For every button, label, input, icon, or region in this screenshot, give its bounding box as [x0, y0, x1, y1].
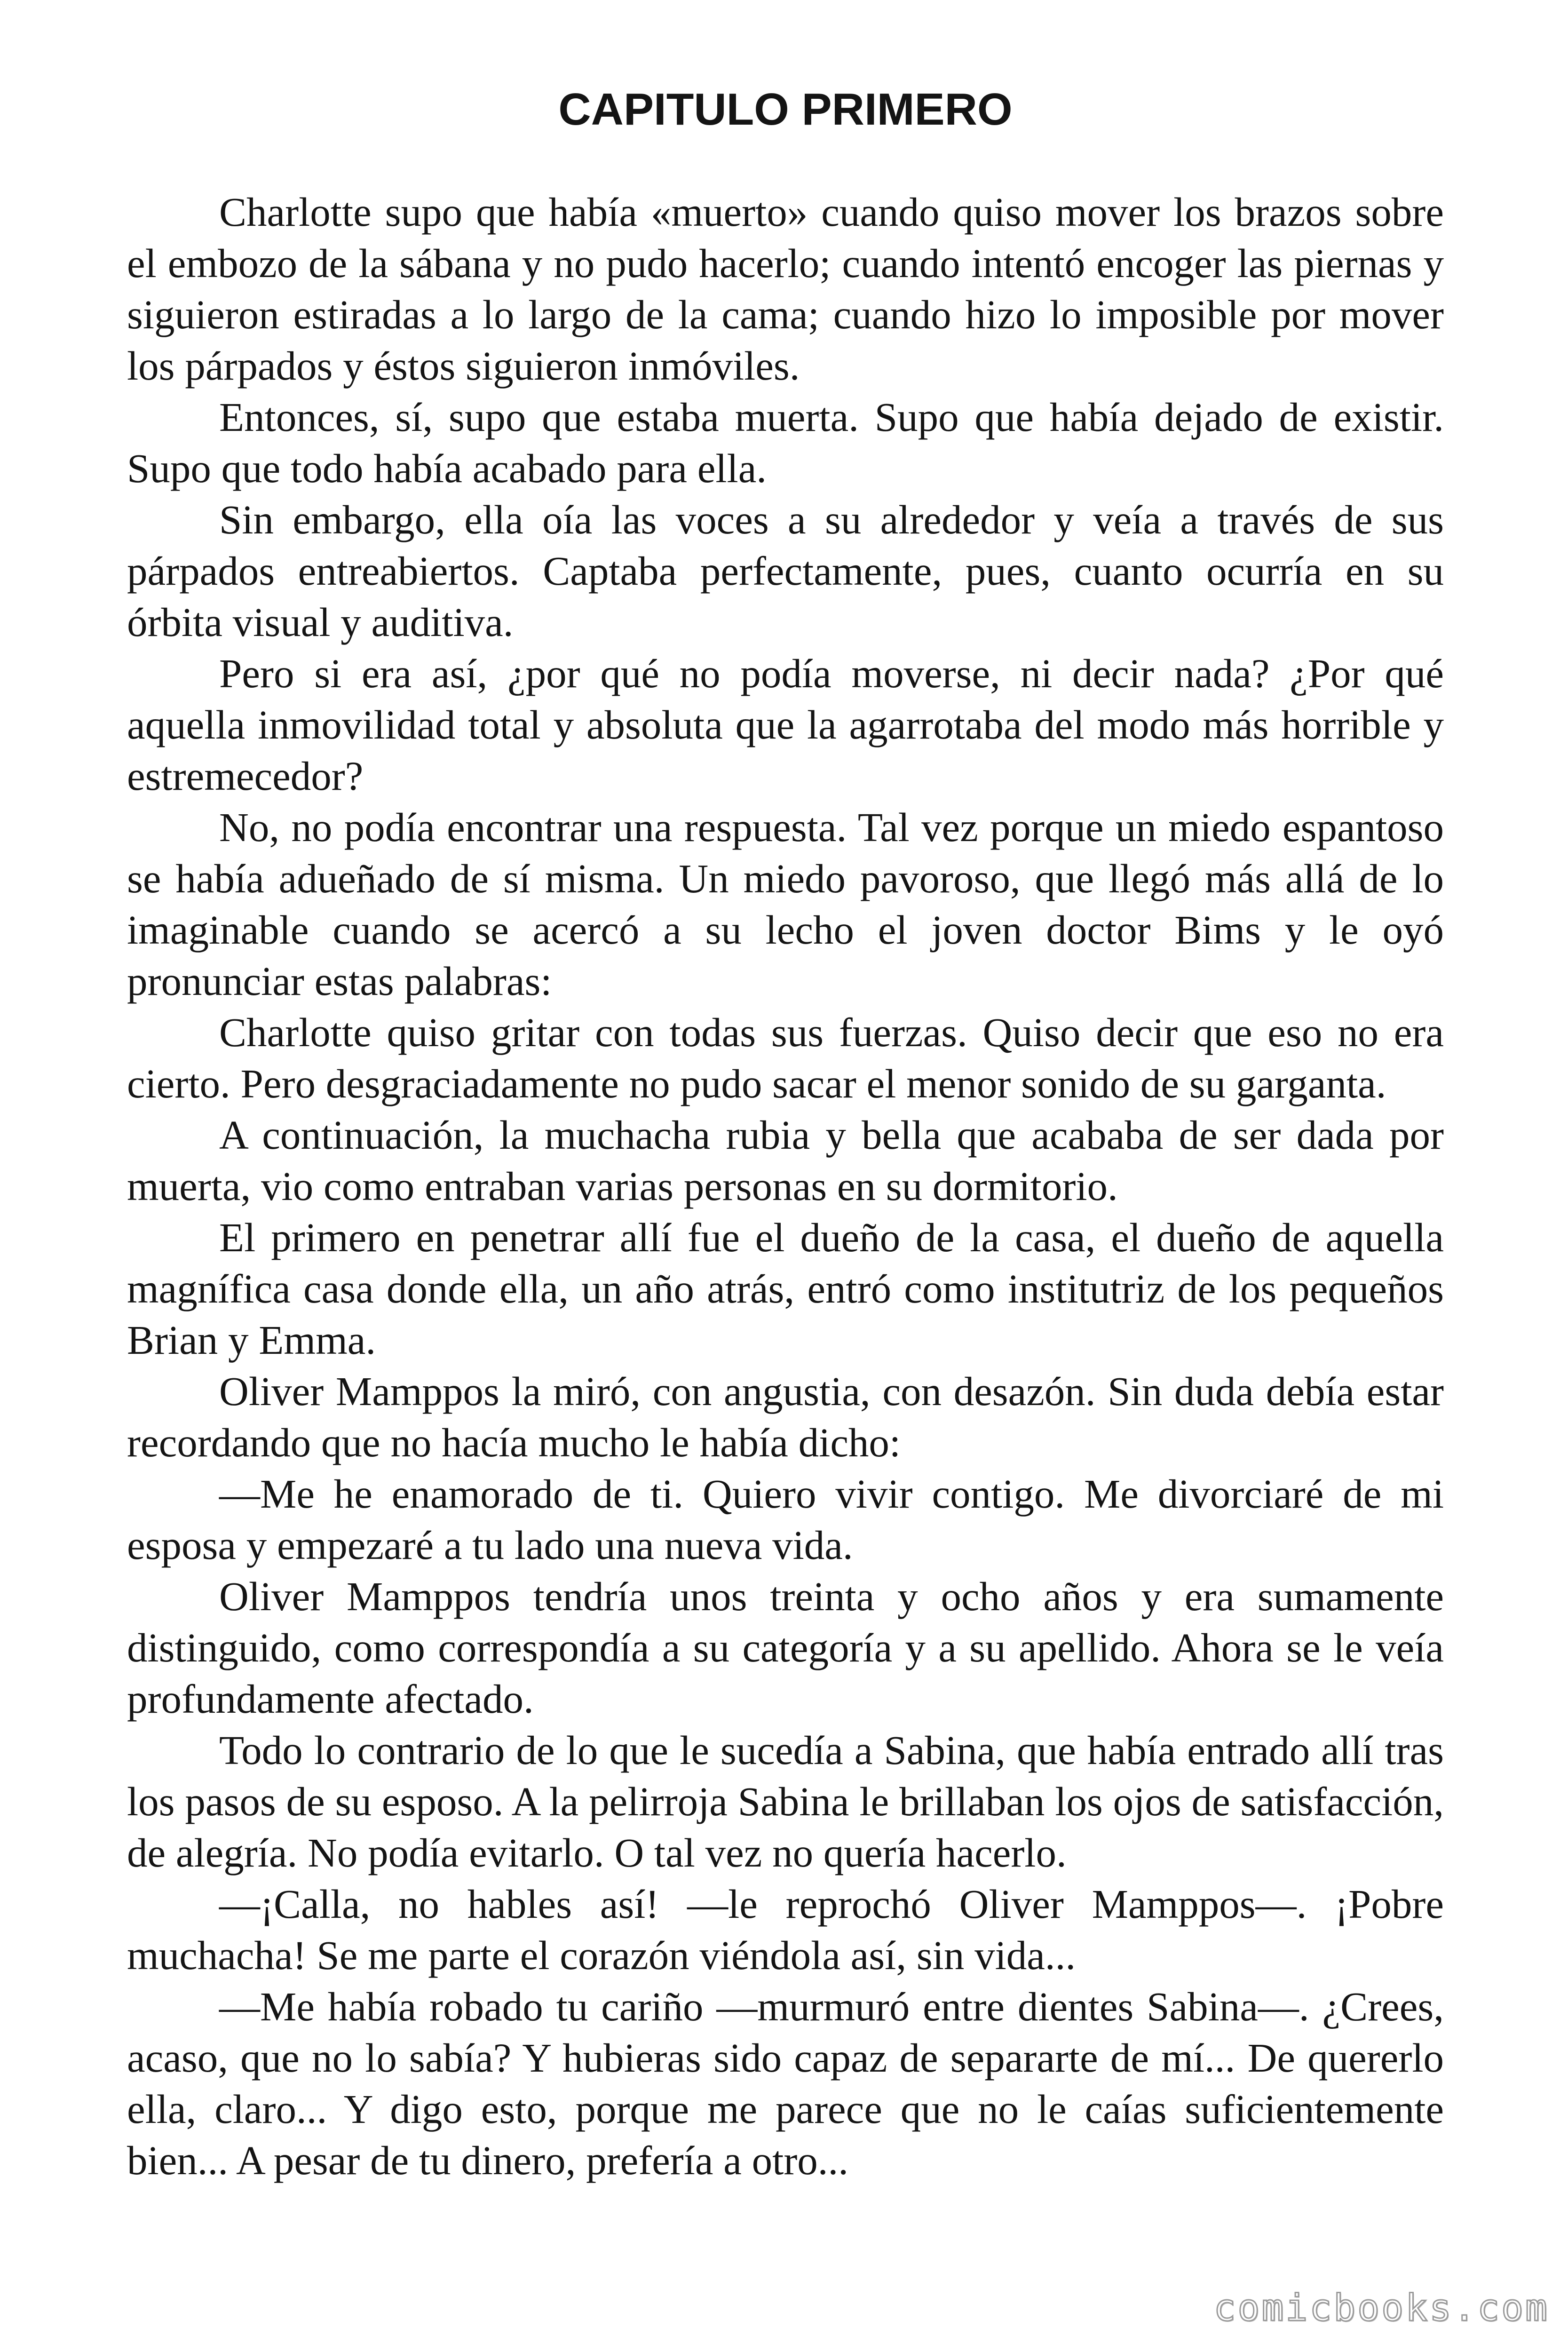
- paragraph: Entonces, sí, supo que estaba muerta. Supo que había dejado de existir. Supo que todo había acabado para ella.: [127, 394, 1444, 491]
- paragraph: Sin embargo, ella oía las voces a su alrededor y veía a través de sus párpados entreabiertos. Captaba perfectamente, pues, cuanto ocurría en su órbita visual y auditiva.: [127, 496, 1444, 645]
- watermark: comicbooks.com: [1213, 2287, 1549, 2329]
- page: [127, 85, 1444, 2186]
- paragraph: —¡Calla, no hables así! —le reprochó Oliver Mamppos—. ¡Pobre muchacha! Se me parte el corazón viéndola así, sin vida...: [127, 1881, 1444, 1978]
- paragraph: Charlotte supo que había «muerto» cuando quiso mover los brazos sobre el embozo de la sábana y no pudo hacerlo; cuando intentó encoger las piernas y siguieron estiradas a lo largo de la cama; cuando hizo lo imposible por mover los párpados y éstos siguieron inmóviles.: [127, 189, 1444, 389]
- paragraph: El primero en penetrar allí fue el dueño de la casa, el dueño de aquella magnífica casa donde ella, un año atrás, entró como institutriz de los pequeños Brian y Emma.: [127, 1214, 1444, 1363]
- paragraph: —Me he enamorado de ti. Quiero vivir contigo. Me divorciaré de mi esposa y empezaré a tu lado una nueva vida.: [127, 1470, 1444, 1568]
- paragraph: No, no podía encontrar una respuesta. Tal vez porque un miedo espantoso se había adueñado de sí misma. Un miedo pavoroso, que llegó más allá de lo imaginable cuando se acercó a su lecho el joven doctor Bims y le oyó pronunciar estas palabras:: [127, 804, 1444, 1004]
- paragraph: —Me había robado tu cariño —murmuró entre dientes Sabina—. ¿Crees, acaso, que no lo sabía? Y hubieras sido capaz de separarte de mí... De quererlo ella, claro... Y digo esto, porque me parece que no le caías suficientemente bien... A pesar de tu dinero, prefería a otro...: [127, 1983, 1444, 2183]
- paragraph: A continuación, la muchacha rubia y bella que acababa de ser dada por muerta, vio como entraban varias personas en su dormitorio.: [127, 1112, 1444, 1209]
- paragraph: Pero si era así, ¿por qué no podía moverse, ni decir nada? ¿Por qué aquella inmovilidad total y absoluta que la agarrotaba del modo más horrible y estremecedor?: [127, 650, 1444, 799]
- paragraph: Charlotte quiso gritar con todas sus fuerzas. Quiso decir que eso no era cierto. Pero desgraciadamente no pudo sacar el menor sonido de su garganta.: [127, 1009, 1444, 1106]
- body-text: [127, 186, 1444, 2186]
- paragraph: Todo lo contrario de lo que le sucedía a Sabina, que había entrado allí tras los pasos de su esposo. A la pelirroja Sabina le brillaban los ojos de satisfacción, de alegría. No podía evitarlo. O tal vez no quería hacerlo.: [127, 1727, 1444, 1875]
- chapter-title: CAPITULO PRIMERO: [558, 84, 1013, 135]
- paragraph: Oliver Mamppos tendría unos treinta y ocho años y era sumamente distinguido, como correspondía a su categoría y a su apellido. Ahora se le veía profundamente afectado.: [127, 1573, 1444, 1722]
- paragraph: Oliver Mamppos la miró, con angustia, con desazón. Sin duda debía estar recordando que no hacía mucho le había dicho:: [127, 1368, 1444, 1465]
